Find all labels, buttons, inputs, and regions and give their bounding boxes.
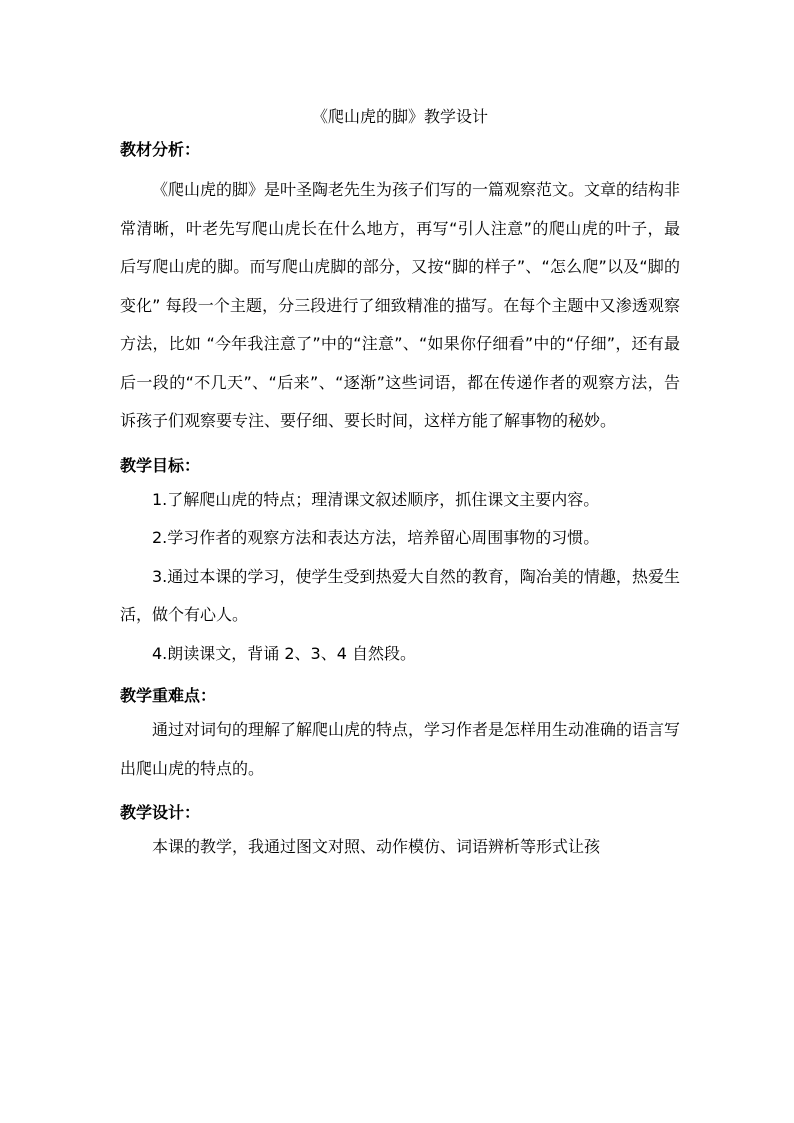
analysis-paragraph: 《爬山虎的脚》是叶圣陶老先生为孩子们写的一篇观察范文。文章的结构非常清晰，叶老先写爬山虎长在什么地方，再写“引人注意”的爬山虎的叶子，最后写爬山虎的脚。而写爬山虎脚的部分，又按“脚的样子”、“怎么爬”以及“脚的变化” 每段一个主题，分三段进行了细致精准的描写。在每个主题中又渗透观察方法，比如 “今年我注意了”中的“注意”、“如果你仔细看”中的“仔细”，还有最后一段的“不几天”、“后来”、“逐渐”这些词语，都在传递作者的观察方法，告诉孩子们观察要专注、要仔细、要长时间，这样方能了解事物的秘妙。 [120, 180, 681, 430]
section-heading-goals: 教学目标： [120, 455, 201, 475]
goal-item-4: 4.朗读课文，背诵 2、3、4 自然段。 [152, 643, 416, 663]
goal-item-2: 2.学习作者的观察方法和表达方法，培养留心周围事物的习惯。 [152, 528, 600, 547]
document-body [120, 103, 680, 867]
section-heading-analysis: 教材分析： [120, 140, 201, 159]
section-heading-key-points: 教学重难点： [120, 686, 217, 705]
key-points-paragraph: 通过对词句的理解了解爬山虎的特点，学习作者是怎样用生动准确的语言写出爬山虎的特点的。 [120, 720, 681, 778]
goal-item-1: 1.了解爬山虎的特点；理清课文叙述顺序，抓住课文主要内容。 [152, 489, 600, 509]
goals-list [120, 481, 680, 674]
goal-item-3: 3.通过本课的学习，使学生受到热爱大自然的教育，陶冶美的情趣，热爱生活，做个有心人。 [120, 566, 680, 624]
section-heading-design: 教学设计： [120, 803, 201, 822]
design-paragraph: 本课的教学，我通过图文对照、动作模仿、词语辨析等形式让孩 [152, 837, 601, 856]
document-title: 《爬山虎的脚》教学设计 [311, 107, 488, 126]
